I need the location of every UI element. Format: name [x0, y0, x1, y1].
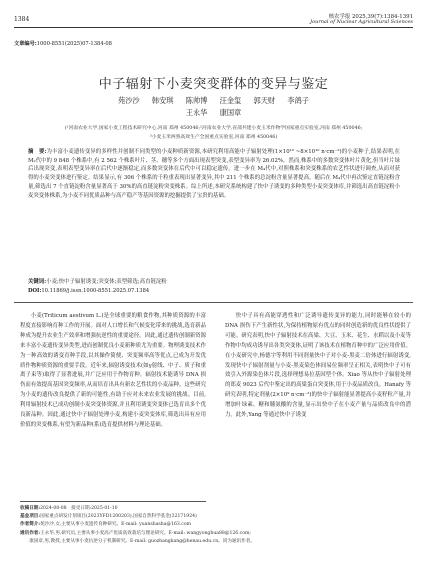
abstract — [28, 148, 400, 200]
affiliations — [0, 124, 427, 142]
body-paragraph: 小麦(Triticum aestivum L.)是全球重要的粮食作物,其种质资源的丰富程度直接影响育种工作的开展。面对人口增长和气候变化带来的挑战,选育新品种成为提升农业生产效率和增强抗逆性的重要途径。因此,通过遗传创制新资源来丰富小麦遗传变异类型,进而创制优良小麦新种质尤为重要。物理诱变技术作为一种高效的诱变育种手段,以其操作简便、突变频率高等优点,已成为开发优质作物种质资源的重要手段。近年来,辐射诱变技术(如γ射线、中子、质子和重离子束等)取得了显著进展,并广泛应用于作物育种。辐射技术能诱导 DNA 损伤而有效提高基因突变频率,从而培育出具有新农艺性状的小麦品种。这些研究为小麦的遗传改良提供了新的可能性,有助于应对未来农业发展的挑战。目前,利用辐射技术已成功创制小麦突变体资源,并且利用诱变突变体已选育出多个优良新品种。因此,通过快中子辐射处理小麦,构建小麦突变体库,筛选出具有应用价值的突变株系,有望为新品种(系)选育提供材料与理论基础。 — [20, 313, 206, 428]
header-rule — [14, 27, 413, 28]
author-line-2 — [0, 107, 427, 119]
article-id-label: 文章编号: — [14, 41, 37, 47]
footnote-label: 收稿日期: — [20, 506, 41, 511]
footnote-corresponding-2 — [20, 538, 410, 546]
journal-citation: 核农学报 2025,39(7):1384-1391 — [328, 14, 413, 20]
author: 康国章 — [219, 108, 242, 117]
author: 汪金玺 — [219, 96, 242, 105]
abstract-text: 为丰富小麦遗传变异的多样性并创制不同类型的小麦种质新资源,本研究利用高能中子辐射处理(1×10¹⁰ ~8×10¹⁰ n·cm⁻²)的小麦种子,结果表明,在 M₂代中的 9 848 个株系中,有 2 562 个株系叶片、茎、穗等多个方面出现表型突变,表型变异率为 26.02%。然而,株系中的多数突变体叶片黄化,但当叶片绿后出现突变,表明表型变异率在后代中逐渐稳定,而多数突变体在后代中可以稳定遗传。进一步在 M₄代中,对照株系和突变株系的农艺性状进行调查,从而对获得的小麦突变体进行鉴定。结果显示,有 306 个株系的千粒重表现出显著变异,其中 211 个株系的总淀粉含量显著提高。随后在 M₄代中再次鉴定直链淀粉含量,筛选出 7 个直链淀粉含量显著高于 30%的高直链淀粉突变株系。综上所述,本研究系统构建了快中子诱变的多种类型小麦突变体库,并筛选出高直链淀粉小麦突变体株系,为小麦不同优质品种与高产稳产等基因资源的挖掘提供了宝贵的基础。 — [28, 149, 400, 199]
keywords — [28, 278, 400, 286]
author-line-1 — [0, 95, 427, 107]
footnote-funding — [20, 513, 410, 521]
author: 郭天财 — [253, 96, 276, 105]
footnote-text: 苑沙沙,女,主要从事小麦遗传育种研究。E-mail: yuanshasha@163.com — [40, 522, 192, 528]
footnote-text: 2024-08-08 接受日期:2025-01-10 — [40, 506, 118, 511]
footnote-rule — [20, 501, 206, 502]
affiliation-line: (¹河南农业大学,国家小麦工程技术研究中心,河南 郑州 450046;²河南农业大学,省部共建小麦玉米作物学国家重点实验室,河南 郑州 450046; — [64, 126, 363, 131]
author: 王永华 — [185, 108, 208, 117]
doi-value: 10.11869/j.issn.1000-8551.2025.07.1384 — [41, 288, 150, 294]
doi-label: DOI: — [28, 288, 42, 294]
abstract-label: 摘 要: — [28, 149, 47, 155]
footnote-label: 作者简介: — [20, 522, 41, 528]
footnote-label: 基金项目: — [20, 514, 41, 520]
journal-name-en: Journal of Nuclear Agricultural Sciences — [310, 19, 413, 25]
author: 陈帅博 — [185, 96, 208, 105]
section-rule — [14, 302, 413, 303]
footnote-corresponding — [20, 530, 410, 538]
footnotes — [20, 505, 410, 546]
article-id — [14, 40, 112, 47]
article-id-value: 1000-8551(2025)07-1384-08 — [36, 41, 112, 47]
footnote-received — [20, 505, 410, 513]
doi — [28, 287, 400, 295]
author: 韩安琪 — [151, 96, 174, 105]
author: 李鸽子 — [287, 96, 309, 105]
author: 苑沙沙 — [118, 96, 140, 105]
body-column-left — [20, 312, 206, 431]
footnote-text: 国家重点研发计划项目(2023YFD1200203),国家自然科学基金(32171924) — [40, 514, 197, 520]
affiliation-line: ³小麦玉米两熟高效生产全国重点实验室,河南 郑州 450046) — [149, 135, 278, 140]
body-column-right — [225, 312, 411, 421]
footnote-text: 王永华,男,研究员,主要从事小麦高产优质高效栽培与理论研究。E-mail: wangyonghua88@126.com; — [40, 530, 251, 536]
page-number: 1384 — [14, 16, 30, 23]
body-paragraph: 快中子具有高能穿透性和广泛诱导遗传变异的能力,同时能够在较小的 DNA 损伤下产生新性状,为保持植物原有优点的同时创造新的优良性状提供了可能。研究表明,快中子辐射技术在高粱、大豆、玉米、花生、水稻以及小麦等作物中均成功诱导出各类突变体,证明了该技术在植物育种中的广泛应用价值。在小麦研究中,杨德宇等利用不同剂量快中子对小麦-黑麦二倍体进行辐射诱变,发现快中子辐射剂量与小麦-黑麦染色体间易位频率呈正相关,表明快中子可有效引入外源染色体片段,选择理想易位基因型个体。Xiao 等从快中子辐射处理的郑麦 9023 后代中鉴定出的高粱蛋白突变体,用于小麦品质改良。Hanafy 等研究表明,特定剂量(2×10⁹ n·cm⁻²)的快中子辐射能显著提高小麦籽粒产量,并增加叶绿素、糖和脯氨酸的含量,显示出快中子在小麦产量与品质改良中的潜力。此外,Yang 等通过快中子诱变 — [225, 313, 411, 419]
paper-title: 中子辐射下小麦突变群体的变异与鉴定 — [98, 77, 329, 92]
footnote-text: 康国章,男,教授,主要从事小麦抗逆分子机制研究。E-mail: guozhangkang@henau.edu.cn。同为通讯作者。 — [29, 538, 255, 544]
keywords-text: 小麦;快中子辐射诱变;突变体;表型筛选;高直链淀粉 — [46, 279, 167, 285]
footnote-author — [20, 521, 410, 529]
author-list — [0, 95, 427, 119]
footnote-label: 通讯作者: — [20, 530, 41, 536]
keywords-label: 关键词: — [28, 279, 47, 285]
